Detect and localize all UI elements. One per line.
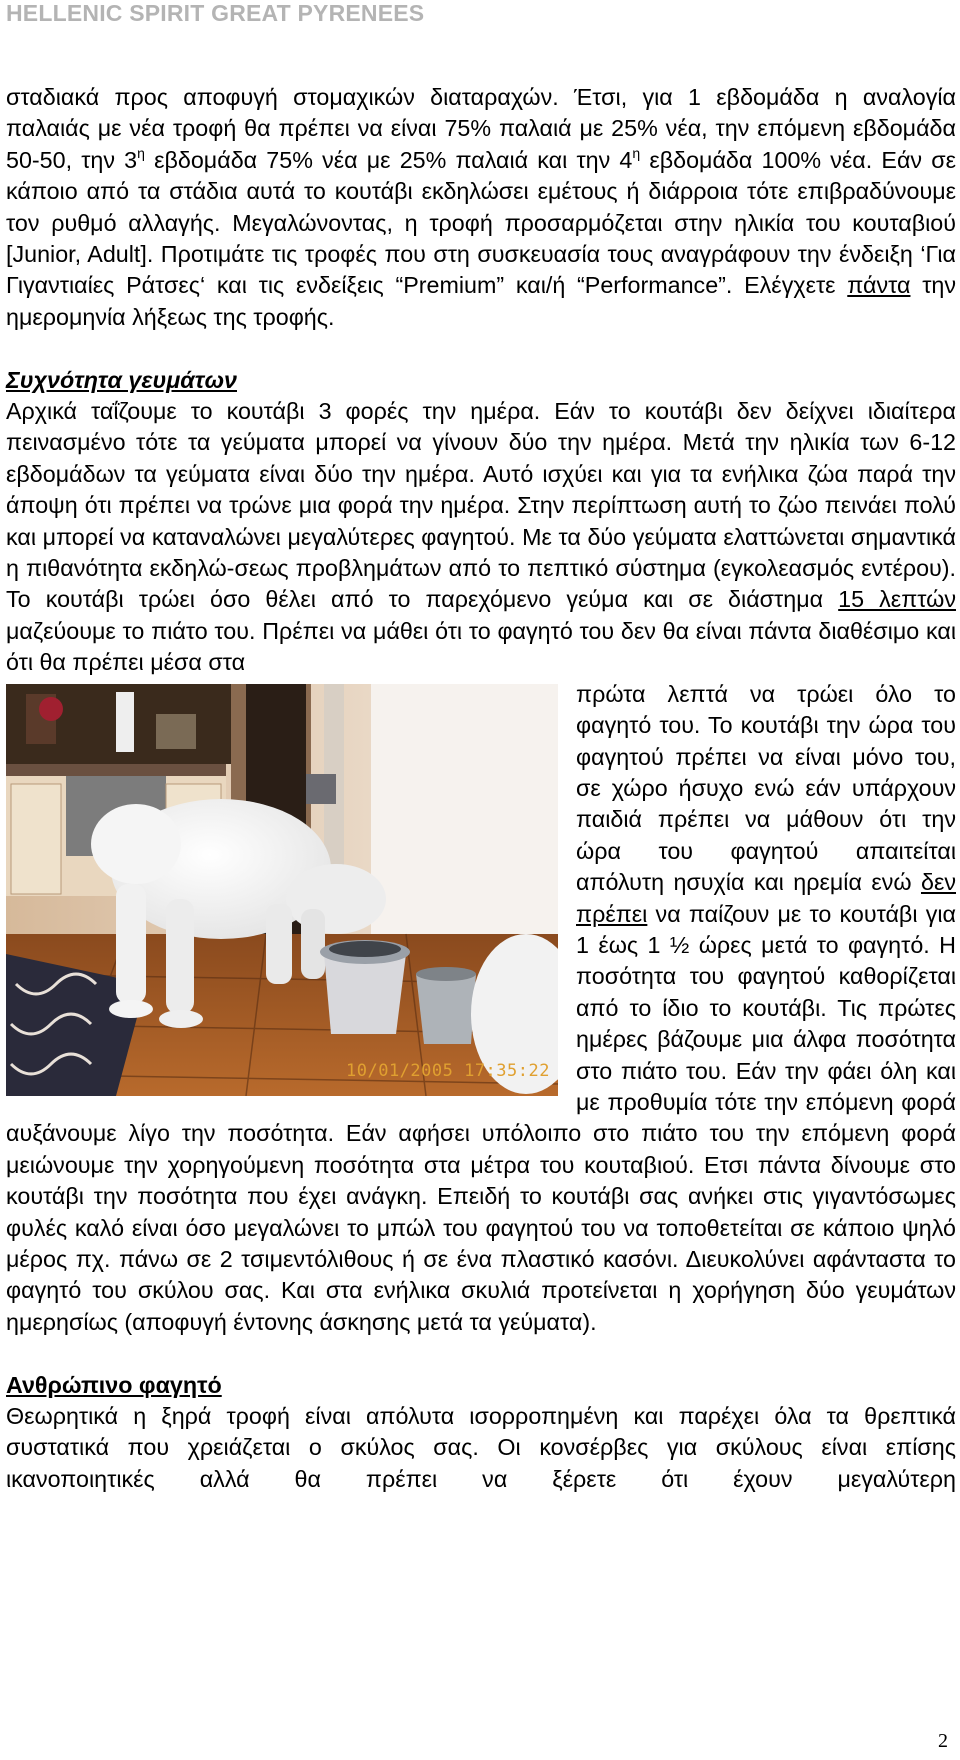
page-number: 2 [938,1730,948,1752]
text-run: σταδιακά προς αποφυγή στομαχικών διαταραχών. Έτσι, για 1 εβδομάδα η αναλογία παλαιάς με νέα τροφή θα πρέπει να είναι 75% παλαιά με 25% νέα, την επόμενη εβδομάδα 50-50, την 3 [6,84,956,173]
text-run: εβδομάδα 100% νέα. Εάν σε κάποιο από τα στάδια αυτά το κουτάβι εκδηλώσει εμέτους ή διάρροια τότε επιβραδύνουμε τον ρυθμό αλλαγής. Μεγαλώνοντας, η τροφή προσαρμόζεται στην ηλικία του κουταβιού [Junior, Adult]. Προτιμάτε τις τροφές που στη συσκευασία τους αναγράφουν την ένδειξη ‘Για Γιγαντιαίες Ράτσες‘ και τις ενδείξεις “Premium” και/ή “Performance”. Ελέγχετε [6,146,956,299]
superscript: η [137,145,145,162]
text-run: μαζεύουμε το πιάτο του. Πρέπει να μάθει ότι το φαγητό του δεν θα είναι πάντα διαθέσιμο και ότι θα πρέπει μέσα στα [6,617,956,676]
underlined-word: πάντα [847,272,911,299]
human-food-paragraph: Θεωρητικά η ξηρά τροφή είναι απόλυτα ισορροπημένη και παρέχει όλα τα θρεπτικά συστατικά που χρειάζεται ο σκύλος σας. Οι κονσέρβες για σκύλους είναι επίσης ικανοποιητικές αλλά θα πρέπει να ξέρετε ότι έχουν μεγαλύτερη [6,1403,956,1492]
text-run: Αρχικά ταΐζουμε το κουτάβι 3 φορές την ημέρα. Εάν το κουτάβι δεν δείχνει ιδιαίτερα πεινασμένο τότε τα γεύματα μπορεί να γίνουν δύο την ημέρα. Μετά την ηλικία των 6-12 εβδομάδων τα γεύματα είναι δύο την ημέρα. Αυτό ισχύει και για τα ενήλικα ζώα παρά την άποψη ότι πρέπει να τρώνε μια φορά την ημέρα. Στην περίπτωση αυτή το ζώο πεινάει πολύ και μπορεί να καταναλώνει μεγαλύτερες φαγητού. Με τα δύο γεύματα ελαττώνεται σημαντικά η πιθανότητα εκδηλώ-σεως προβλημάτων από το πεπτικό σύστημα (εγκολεασμός εντέρου). Το κουτάβι τρώει όσο θέλει από το παρεχόμενο γεύμα και σε διάστημα [6,398,956,613]
paragraph-spacer [6,1338,956,1369]
paragraph-spacer [6,333,956,364]
underlined-phrase: 15 λεπτών [838,586,956,613]
text-run: εβδομάδα 75% νέα με 25% παλαιά και την 4 [144,146,633,173]
section-heading-meal-frequency: Συχνότητα γευμάτων [6,366,237,393]
text-run: πρώτα λεπτά να τρώει όλο το φαγητό του. Το κουτάβι την ώρα του φαγητού πρέπει να είναι μόνο του, σε χώρο ήσυχο ενώ εάν υπάρχουν παιδιά πρέπει να μάθουν ότι την ώρα του φαγητού απαιτείται απόλυτη ησυχία και ηρεμία ενώ [576,680,956,896]
photo-timestamp: 10/01/2005 17:35:22 [346,1060,550,1081]
meals-paragraph [6,396,956,679]
dog-photo [6,684,558,1096]
text-run: να παίζουν με το κουτάβι για 1 έως 1 ½ ώρες μετά το φαγητό. Η ποσότητα του φαγητού καθορίζεται από το ίδιο το κουτάβι. Τις πρώτες ημέρες βάζουμε μια άλφα ποσότητα στο πιάτο του. Εάν την φάει όλη και με προθυμία τότε την επόμενη φορά αυξάνουμε λίγο την ποσότητα. Εάν αφήσει υπόλοιπο στο πιάτο του την επόμενη φορά μειώνουμε την χορηγούμενη ποσότητα στα μέτρα του κουταβιού. Ετσι πάντα δίνουμε στο κουτάβι την ποσότητα που έχει ανάγκη. Επειδή το κουτάβι σας ανήκει στις γιγαντόσωμες φυλές καλό είναι όσο μεγαλώνει το μπώλ του φαγητού του να τοποθετείται σε κάποιο ψηλό μέρος πχ. πάνω σε 2 τσιμεντόλιθους ή σε ένα πλαστικό κασόνι. Διευκολύνει αφάνταστα το φαγητό του σκύλου σας. Και στα ενήλικα σκυλιά προτείνεται η χορήγηση δύο γευμάτων ημερησίως (αποφυγή έντονης άσκησης μετά τα γεύματα). [6,900,956,1335]
underlined-phrase: δεν πρέπει [576,869,956,927]
text-run: την ημερομηνία λήξεως της τροφής. [6,272,956,330]
superscript: η [632,145,641,162]
site-header-title: HELLENIC SPIRIT GREAT PYRENEES [6,0,425,26]
document-body [6,82,956,1495]
intro-paragraph [6,82,956,333]
section-heading-human-food: Ανθρώπινο φαγητό [6,1371,222,1398]
dog-photo-image [6,684,558,1096]
